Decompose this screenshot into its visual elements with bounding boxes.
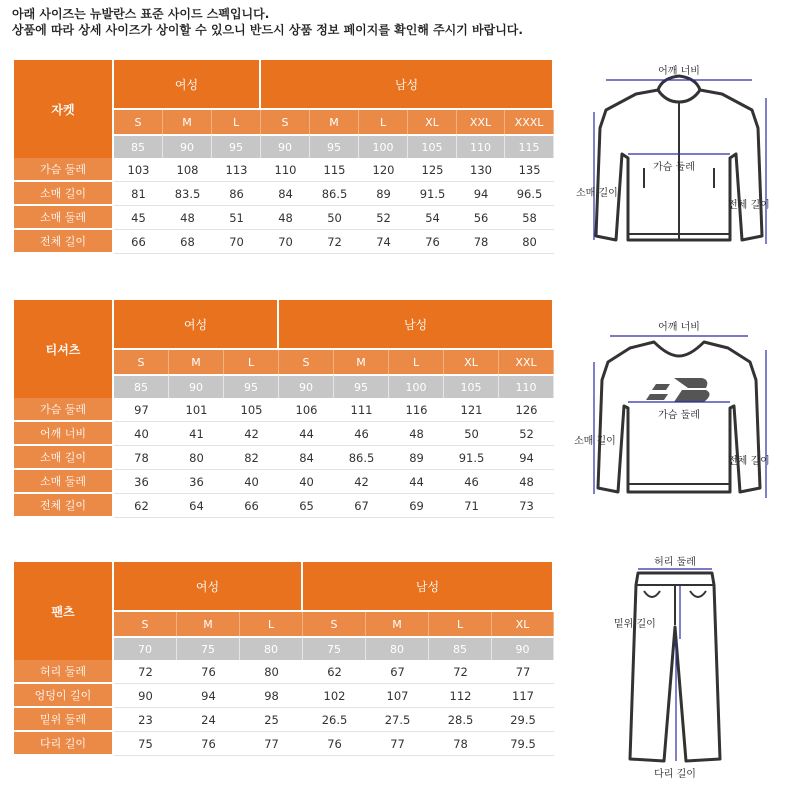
table-cell: 113 bbox=[212, 158, 261, 182]
row-label: 소매 길이 bbox=[14, 182, 114, 206]
table-cell: 46 bbox=[334, 422, 389, 446]
table-cell: 67 bbox=[334, 494, 389, 518]
men-group-label: 남성 bbox=[279, 300, 554, 350]
size-letter: XL bbox=[444, 350, 499, 374]
table-cell: 72 bbox=[310, 230, 359, 254]
table-cell: 29.5 bbox=[492, 708, 554, 732]
table-cell: 64 bbox=[169, 494, 224, 518]
table-cell: 71 bbox=[444, 494, 499, 518]
table-cell: 84 bbox=[261, 182, 310, 206]
table-cell: 72 bbox=[114, 660, 177, 684]
table-cell: 84 bbox=[279, 446, 334, 470]
waist-label: 허리 둘레 bbox=[654, 557, 696, 568]
size-letter: S bbox=[114, 612, 177, 636]
size-number: 100 bbox=[359, 134, 408, 158]
table-cell: 78 bbox=[429, 732, 492, 756]
table-cell: 81 bbox=[114, 182, 163, 206]
table-cell: 76 bbox=[303, 732, 366, 756]
table-cell: 73 bbox=[499, 494, 554, 518]
table-cell: 112 bbox=[429, 684, 492, 708]
table-cell: 66 bbox=[114, 230, 163, 254]
table-row bbox=[14, 494, 554, 518]
table-cell: 107 bbox=[366, 684, 429, 708]
size-letter: XXXL bbox=[505, 110, 554, 134]
size-number: 80 bbox=[366, 636, 429, 660]
size-number: 70 bbox=[114, 636, 177, 660]
table-row bbox=[14, 684, 554, 708]
table-cell: 70 bbox=[261, 230, 310, 254]
sleeve-length-label: 소매 길이 bbox=[574, 436, 616, 447]
table-cell: 94 bbox=[457, 182, 505, 206]
table-row bbox=[14, 446, 554, 470]
tshirt-measurement-illustration bbox=[570, 318, 790, 518]
table-cell: 58 bbox=[505, 206, 554, 230]
table-row bbox=[14, 182, 554, 206]
table-cell: 45 bbox=[114, 206, 163, 230]
table-cell: 101 bbox=[169, 398, 224, 422]
table-cell: 40 bbox=[114, 422, 169, 446]
size-number: 90 bbox=[169, 374, 224, 398]
size-letter: M bbox=[177, 612, 240, 636]
size-number: 95 bbox=[310, 134, 359, 158]
table-cell: 62 bbox=[303, 660, 366, 684]
table-cell: 27.5 bbox=[366, 708, 429, 732]
jacket-outline bbox=[596, 76, 762, 240]
table-cell: 75 bbox=[114, 732, 177, 756]
size-number: 90 bbox=[163, 134, 212, 158]
table-cell: 36 bbox=[169, 470, 224, 494]
table-cell: 80 bbox=[169, 446, 224, 470]
size-number: 115 bbox=[505, 134, 554, 158]
table-cell: 116 bbox=[389, 398, 444, 422]
size-letter: L bbox=[240, 612, 303, 636]
pants-outline bbox=[630, 573, 720, 761]
table-row bbox=[14, 660, 554, 684]
size-letter: L bbox=[212, 110, 261, 134]
row-label: 허리 둘레 bbox=[14, 660, 114, 684]
table-cell: 24 bbox=[177, 708, 240, 732]
table-cell: 26.5 bbox=[303, 708, 366, 732]
chest-label: 가슴 둘레 bbox=[658, 410, 700, 421]
table-cell: 78 bbox=[114, 446, 169, 470]
table-cell: 76 bbox=[177, 732, 240, 756]
tshirt-size-table bbox=[14, 300, 554, 518]
row-label: 다리 길이 bbox=[14, 732, 114, 756]
size-letter: M bbox=[169, 350, 224, 374]
table-cell: 56 bbox=[457, 206, 505, 230]
size-letter: M bbox=[310, 110, 359, 134]
table-cell: 115 bbox=[310, 158, 359, 182]
size-number: 95 bbox=[224, 374, 279, 398]
table-cell: 42 bbox=[224, 422, 279, 446]
table-cell: 89 bbox=[389, 446, 444, 470]
table-cell: 48 bbox=[499, 470, 554, 494]
table-cell: 82 bbox=[224, 446, 279, 470]
table-cell: 91.5 bbox=[444, 446, 499, 470]
table-cell: 48 bbox=[261, 206, 310, 230]
rise-label: 밑위 길이 bbox=[614, 619, 656, 630]
category-label: 티셔츠 bbox=[14, 300, 114, 398]
row-label: 어깨 너비 bbox=[14, 422, 114, 446]
chest-label: 가슴 둘레 bbox=[653, 162, 695, 173]
table-cell: 44 bbox=[279, 422, 334, 446]
table-cell: 40 bbox=[279, 470, 334, 494]
size-number: 105 bbox=[444, 374, 499, 398]
size-letter: S bbox=[114, 350, 169, 374]
size-number: 90 bbox=[261, 134, 310, 158]
table-cell: 52 bbox=[359, 206, 408, 230]
table-cell: 52 bbox=[499, 422, 554, 446]
table-cell: 89 bbox=[359, 182, 408, 206]
table-cell: 97 bbox=[114, 398, 169, 422]
table-cell: 42 bbox=[334, 470, 389, 494]
size-letter: L bbox=[224, 350, 279, 374]
row-label: 소매 둘레 bbox=[14, 206, 114, 230]
size-letter: XXL bbox=[457, 110, 505, 134]
table-cell: 40 bbox=[224, 470, 279, 494]
table-cell: 86 bbox=[212, 182, 261, 206]
table-cell: 98 bbox=[240, 684, 303, 708]
table-cell: 66 bbox=[224, 494, 279, 518]
size-number: 100 bbox=[389, 374, 444, 398]
row-label: 가슴 둘레 bbox=[14, 398, 114, 422]
size-letter: XL bbox=[408, 110, 457, 134]
table-cell: 120 bbox=[359, 158, 408, 182]
table-cell: 106 bbox=[279, 398, 334, 422]
size-number: 90 bbox=[492, 636, 554, 660]
table-row bbox=[14, 470, 554, 494]
size-letter: L bbox=[429, 612, 492, 636]
table-cell: 108 bbox=[163, 158, 212, 182]
table-cell: 86.5 bbox=[310, 182, 359, 206]
size-letter: XXL bbox=[499, 350, 554, 374]
table-cell: 79.5 bbox=[492, 732, 554, 756]
table-row bbox=[14, 158, 554, 182]
row-label: 가슴 둘레 bbox=[14, 158, 114, 182]
table-row bbox=[14, 398, 554, 422]
table-cell: 105 bbox=[224, 398, 279, 422]
table-cell: 94 bbox=[499, 446, 554, 470]
size-number: 75 bbox=[303, 636, 366, 660]
table-cell: 135 bbox=[505, 158, 554, 182]
men-group-label: 남성 bbox=[261, 60, 554, 110]
size-letter: S bbox=[114, 110, 163, 134]
brand-logo-icon bbox=[646, 378, 710, 402]
table-cell: 68 bbox=[163, 230, 212, 254]
table-cell: 102 bbox=[303, 684, 366, 708]
table-cell: 91.5 bbox=[408, 182, 457, 206]
notice-line-1: 아래 사이즈는 뉴발란스 표준 사이드 스펙입니다. bbox=[12, 7, 270, 21]
size-number: 110 bbox=[457, 134, 505, 158]
category-label: 팬츠 bbox=[14, 562, 114, 660]
size-number: 85 bbox=[429, 636, 492, 660]
table-cell: 110 bbox=[261, 158, 310, 182]
total-length-label: 전체 길이 bbox=[728, 200, 770, 211]
table-cell: 96.5 bbox=[505, 182, 554, 206]
table-cell: 77 bbox=[366, 732, 429, 756]
table-cell: 72 bbox=[429, 660, 492, 684]
table-cell: 48 bbox=[389, 422, 444, 446]
table-cell: 51 bbox=[212, 206, 261, 230]
table-cell: 77 bbox=[240, 732, 303, 756]
table-cell: 83.5 bbox=[163, 182, 212, 206]
women-group-label: 여성 bbox=[114, 300, 279, 350]
shoulder-width-label: 어깨 너비 bbox=[658, 66, 700, 77]
size-number: 75 bbox=[177, 636, 240, 660]
table-cell: 70 bbox=[212, 230, 261, 254]
table-row bbox=[14, 422, 554, 446]
sleeve-length-label: 소매 길이 bbox=[576, 188, 618, 199]
table-cell: 65 bbox=[279, 494, 334, 518]
row-label: 전체 길이 bbox=[14, 230, 114, 254]
table-row bbox=[14, 708, 554, 732]
size-number: 85 bbox=[114, 134, 163, 158]
table-cell: 28.5 bbox=[429, 708, 492, 732]
row-label: 밑위 둘레 bbox=[14, 708, 114, 732]
size-letter: L bbox=[389, 350, 444, 374]
table-cell: 86.5 bbox=[334, 446, 389, 470]
pants-measurement-illustration bbox=[600, 555, 750, 785]
table-cell: 41 bbox=[169, 422, 224, 446]
size-number: 95 bbox=[212, 134, 261, 158]
table-row bbox=[14, 230, 554, 254]
jacket-measurement-illustration bbox=[570, 58, 790, 268]
table-cell: 36 bbox=[114, 470, 169, 494]
table-cell: 76 bbox=[408, 230, 457, 254]
table-cell: 48 bbox=[163, 206, 212, 230]
table-cell: 126 bbox=[499, 398, 554, 422]
table-cell: 77 bbox=[492, 660, 554, 684]
table-cell: 103 bbox=[114, 158, 163, 182]
size-number: 85 bbox=[114, 374, 169, 398]
table-cell: 94 bbox=[177, 684, 240, 708]
size-letter: S bbox=[279, 350, 334, 374]
table-cell: 117 bbox=[492, 684, 554, 708]
size-letter: L bbox=[359, 110, 408, 134]
table-cell: 90 bbox=[114, 684, 177, 708]
size-number: 110 bbox=[499, 374, 554, 398]
size-number: 95 bbox=[334, 374, 389, 398]
women-group-label: 여성 bbox=[114, 562, 303, 612]
table-cell: 125 bbox=[408, 158, 457, 182]
pants-size-table bbox=[14, 562, 554, 756]
table-cell: 23 bbox=[114, 708, 177, 732]
table-cell: 50 bbox=[310, 206, 359, 230]
table-cell: 80 bbox=[505, 230, 554, 254]
table-cell: 62 bbox=[114, 494, 169, 518]
table-cell: 111 bbox=[334, 398, 389, 422]
table-cell: 76 bbox=[177, 660, 240, 684]
table-cell: 78 bbox=[457, 230, 505, 254]
table-row bbox=[14, 732, 554, 756]
size-notice bbox=[12, 6, 523, 38]
women-group-label: 여성 bbox=[114, 60, 261, 110]
table-cell: 25 bbox=[240, 708, 303, 732]
size-letter: M bbox=[334, 350, 389, 374]
jacket-size-table bbox=[14, 60, 554, 254]
table-cell: 121 bbox=[444, 398, 499, 422]
table-cell: 69 bbox=[389, 494, 444, 518]
table-cell: 50 bbox=[444, 422, 499, 446]
size-number: 105 bbox=[408, 134, 457, 158]
size-number: 90 bbox=[279, 374, 334, 398]
size-number: 80 bbox=[240, 636, 303, 660]
table-cell: 46 bbox=[444, 470, 499, 494]
row-label: 소매 둘레 bbox=[14, 470, 114, 494]
size-letter: M bbox=[163, 110, 212, 134]
size-letter: S bbox=[303, 612, 366, 636]
table-cell: 74 bbox=[359, 230, 408, 254]
notice-line-2: 상품에 따라 상세 사이즈가 상이할 수 있으니 반드시 상품 정보 페이지를 확인해 주시기 바랍니다. bbox=[12, 23, 523, 37]
category-label: 자켓 bbox=[14, 60, 114, 158]
inseam-label: 다리 길이 bbox=[654, 769, 696, 780]
size-letter: M bbox=[366, 612, 429, 636]
table-cell: 67 bbox=[366, 660, 429, 684]
table-cell: 54 bbox=[408, 206, 457, 230]
shoulder-width-label: 어깨 너비 bbox=[658, 322, 700, 333]
row-label: 소매 길이 bbox=[14, 446, 114, 470]
table-cell: 80 bbox=[240, 660, 303, 684]
row-label: 엉덩이 길이 bbox=[14, 684, 114, 708]
table-cell: 130 bbox=[457, 158, 505, 182]
table-cell: 44 bbox=[389, 470, 444, 494]
total-length-label: 전체 길이 bbox=[728, 456, 770, 467]
men-group-label: 남성 bbox=[303, 562, 554, 612]
size-letter: S bbox=[261, 110, 310, 134]
row-label: 전체 길이 bbox=[14, 494, 114, 518]
table-row bbox=[14, 206, 554, 230]
size-letter: XL bbox=[492, 612, 554, 636]
